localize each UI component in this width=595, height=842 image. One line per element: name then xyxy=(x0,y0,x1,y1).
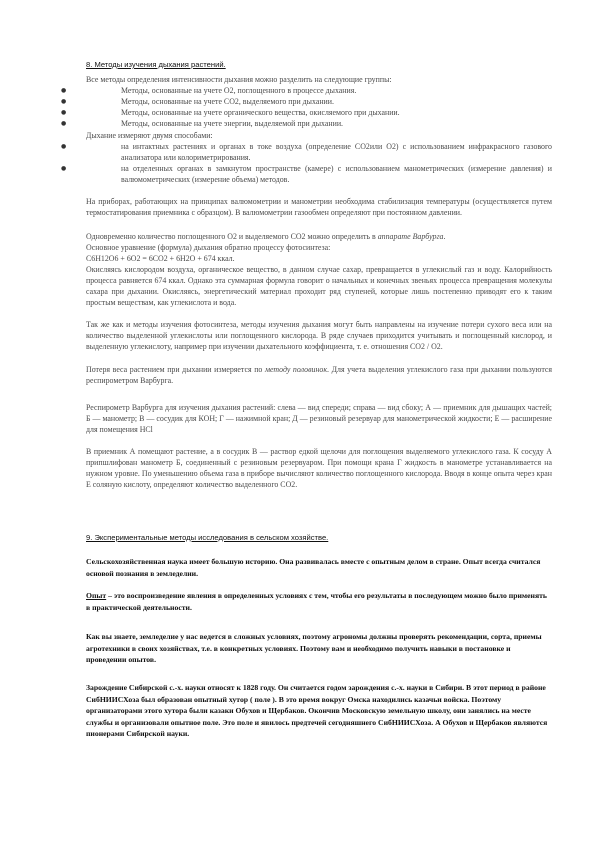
paragraph: Окисляясь кислородом воздуха, органическое вещество, в данном случае сахар, превращается в углекислый газ и воду. Калорийность процесса равняется 674 ккал. Однако эта суммарная формула говорит о начальных и конечных звеньях процесса превращения молекулы сахара при дыхании. Окисляясь, энергетический материал проходит ряд ступеней, которые лишь постепенно приводят его к таким простым веществам, как углекислота и вода. xyxy=(86,265,552,307)
halves-method-term: методу половинок xyxy=(264,365,328,374)
warburg-apparatus-term: аппарате Варбурга xyxy=(377,232,444,241)
paragraph: Одновременно количество поглощенного О2 и выделяемого СО2 можно определить в аппарате Варбурга. xyxy=(86,232,446,241)
paragraph: Сельскохозяйственная наука имеет большую историю. Она развивалась вместе с опытным делом в стране. Опыт всегда считался основой познания в земледелии. xyxy=(86,557,541,578)
ways-list xyxy=(61,142,552,186)
list-item: ● Методы, основанные на учете О2, поглощенного в процессе дыхания. xyxy=(61,86,357,95)
bullet-icon: ● xyxy=(61,143,67,150)
paragraph: Основное уравнение (формула) дыхания обратно процессу фотосинтеза: xyxy=(86,243,331,252)
ways-intro: Дыхание измеряют двумя способами: xyxy=(86,131,213,140)
list-item: ● Методы, основанные на учете СО2, выделяемого при дыхании. xyxy=(61,96,334,106)
paragraph: На приборах, работающих на принципах валюмометрии и манометрии необходима стабилизация температуры (осуществляется путем термостатирования приемника с образцом). В валюмометрии газообмен определяют при постоянном давлении. xyxy=(86,197,552,217)
list-item: ● Методы, основанные на учете органического вещества, окисляемого при дыхании. xyxy=(61,107,400,117)
list-item: ● на интактных растениях и органах в токе воздуха (определение СО2или О2) с использованием инфракрасного газового анализатора или колориметрирования. xyxy=(61,142,552,162)
bullet-icon: ● xyxy=(61,108,67,116)
paragraph: В приемник А помещают растение, а в сосудик В — раствор едкой щелочи для поглощения выделяемого углекислого газа. К сосуду А припшлифован манометр Б, соединенный с резиновым резервуаром. При помощи крана Г жидкость в манометре устанавливается на нужном уровне. По уменьшению объема газа в приборе вычисляют количество поглощенного кислорода. Вводя в конце опыта через кран Е соляную кислоту, определяют количество выделенного СО2. xyxy=(86,447,552,489)
groups-list xyxy=(61,86,552,130)
respiration-equation: С6Н12О6 + 6О2 = 6СО2 + 6Н2О + 674 ккал. xyxy=(86,254,235,263)
paragraph: Так же как и методы изучения фотосинтеза, методы изучения дыхания могут быть направлены на изучение потери сухого веса или на количество выделенной углекислоты или поглощенного кислорода. В ряде случаев приходится учитывать и поглощенный кислород, и выделенную углекислоту, например при изучении дыхательного коэффициента, т. е. отношения СО2 / О2. xyxy=(86,320,552,351)
bullet-icon: ● xyxy=(61,119,67,127)
paragraph: Опыт – это воспроизведение явления в определенных условиях с тем, чтобы его результаты в последующем можно было применять в практической деятельности. xyxy=(86,591,547,612)
list-item: ● Методы, основанные на учете энергии, выделяемой при дыхании. xyxy=(61,118,344,128)
paragraph: Как вы знаете, земледелие у нас ведется в сложных условиях, поэтому агрономы должны проверять рекомендации, сорта, приемы агротехники в своих хозяйствах, т.е. в конкретных условиях. Поэтому вам и необходимо получить навыки в постановке и проведении опытов. xyxy=(86,632,542,664)
bullet-icon: ● xyxy=(61,87,67,94)
paragraph: Респирометр Варбурга для изучения дыхания растений: слева — вид спереди; справа — вид сбоку; А — приемник для дышащих частей; Б — манометр; В — сосудик для КОН; Г — нажимной кран; Д — резиновый резервуар для манометрической жидкости; Е — расширение для помещения НСl xyxy=(86,403,552,434)
section-9-heading: 9. Экспериментальные методы исследования в сельском хозяйстве. xyxy=(86,533,329,542)
list-item: ● на отделенных органах в замкнутом пространстве (камере) с использованием манометрических (измерение давления) и валюмометрических (измерение объема) методов. xyxy=(61,163,552,184)
experiment-term: Опыт xyxy=(86,591,107,600)
paragraph: Потеря веса растением при дыхании измеряется по методу половинок. Для учета выделения углекислого газа при дыхании пользуются респирометром Варбурга. xyxy=(86,365,552,385)
bullet-icon: ● xyxy=(61,164,67,172)
bullet-icon: ● xyxy=(61,97,67,105)
paragraph: Зарождение Сибирской с.-х. науки относят к 1828 году. Он считается годом зарождения с.-х. науки в Сибири. В этот период в районе СибНИИСХоза был образован опытный хутор ( поле ). В это время вокруг Омска находились казачьи войска. Поэтому организаторами этого хутора были казаки Обухов и Щербаков. Окончив Московскую земельную школу, они занялись на месте службы и организовали опытное поле. Это поле и явилось предтечей сегодняшнего СибНИИСХоза. А Обухов и Щербаков являются пионерами Сибирской науки. xyxy=(86,683,548,738)
section-8-heading: 8. Методы изучения дыхания растений. xyxy=(86,60,226,69)
groups-intro: Все методы определения интенсивности дыхания можно разделить на следующие группы: xyxy=(86,75,392,84)
